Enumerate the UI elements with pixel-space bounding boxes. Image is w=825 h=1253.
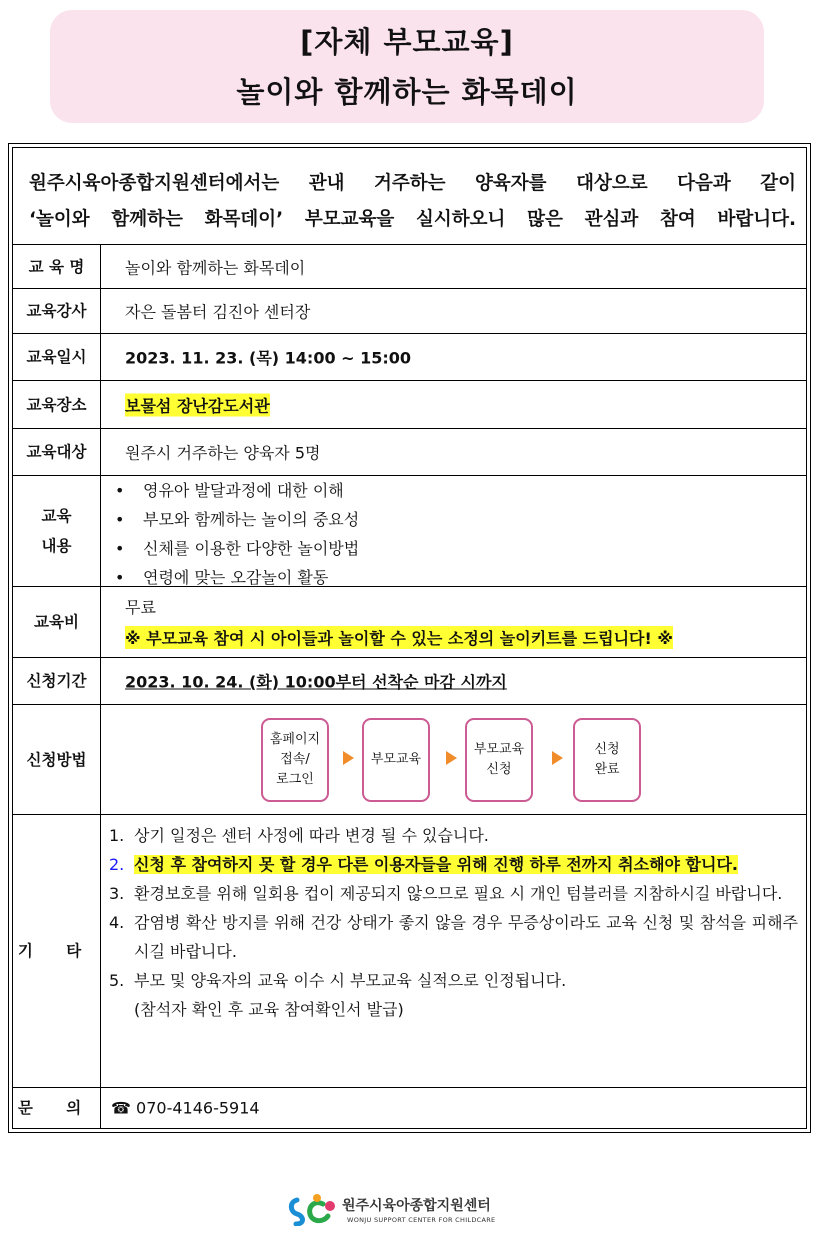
label-content-line1: 교육: [41, 507, 72, 525]
row-method: [13, 705, 806, 815]
value-date: 2023. 11. 23. (목) 14:00 ~ 15:00: [125, 348, 412, 368]
arrow-right-icon: [446, 751, 457, 765]
step-parent-education: [362, 718, 430, 802]
list-item: [115, 534, 359, 563]
row-content: [13, 476, 806, 587]
row-target: [13, 429, 806, 476]
row-date: [13, 334, 806, 381]
row-etc: [13, 815, 806, 1088]
intro-line2: ‘놀이와 함께하는 화목데이’ 부모교육을 실시하오니 많은 관심과 참여 바랍니다.: [29, 209, 796, 230]
row-contact: [13, 1088, 806, 1128]
arrow-right-icon: [552, 751, 563, 765]
step-1-line1: 홈페이지: [269, 732, 321, 747]
label-education-name: 교 육 명: [13, 245, 101, 288]
label-method: 신청방법: [13, 705, 101, 814]
value-lecturer: 자은 돌봄터 김진아 센터장: [125, 302, 311, 322]
contact-value: [111, 1099, 260, 1118]
banner-title-line2: 놀이와 함께하는 화목데이: [236, 75, 578, 109]
content-item-4: 연령에 맞는 오감놀이 활동: [143, 568, 329, 587]
label-fee: 교육비: [13, 587, 101, 657]
content-item-1: 영유아 발달과정에 대한 이해: [143, 481, 344, 500]
etc-item-4: 감염병 확산 방지를 위해 건강 상태가 좋지 않을 경우 무증상이라도 교육 신청 및 참석을 피해주시길 바랍니다.: [134, 913, 798, 961]
info-table-frame: [8, 143, 811, 1133]
fee-note: ※ 부모교육 참여 시 아이들과 놀이할 수 있는 소정의 놀이키트를 드립니다! ※: [125, 626, 673, 649]
content-item-3: 신체를 이용한 다양한 놀이방법: [143, 539, 360, 558]
value-period: 2023. 10. 24. (화) 10:00부터 선착순 마감 시까지: [125, 672, 507, 692]
etc-item-2: 신청 후 참여하지 못 할 경우 다른 이용자들을 위해 진행 하루 전까지 취소해야 합니다.: [134, 855, 738, 874]
label-etc-text: 기 타: [17, 942, 96, 960]
etc-list: [109, 821, 798, 1024]
banner-title-line1: [자체 부모교육]: [300, 25, 514, 59]
step-4-line2: 완료: [594, 762, 620, 777]
etc-number: 5.: [109, 971, 125, 990]
label-contact: [13, 1088, 101, 1128]
label-place: 교육장소: [13, 381, 101, 428]
etc-number: 3.: [109, 884, 125, 903]
label-date: 교육일시: [13, 334, 101, 380]
value-fee: 무료: [125, 598, 156, 617]
step-complete: [573, 718, 641, 802]
intro-text: [13, 148, 806, 245]
label-lecturer: 교육강사: [13, 289, 101, 333]
etc-subnote: (참석자 확인 후 교육 참여확인서 발급): [134, 1000, 404, 1019]
etc-item-5: 부모 및 양육자의 교육 이수 시 부모교육 실적으로 인정됩니다.: [134, 971, 567, 990]
list-item: [115, 505, 359, 534]
etc-number: 1.: [109, 826, 125, 845]
bullet-icon: •: [115, 539, 125, 558]
etc-number: 2.: [109, 855, 125, 874]
step-apply: [465, 718, 533, 802]
row-period: [13, 658, 806, 705]
label-period: 신청기간: [13, 658, 101, 704]
row-lecturer: [13, 289, 806, 334]
bullet-icon: •: [115, 510, 125, 529]
step-homepage-login: [261, 718, 329, 802]
list-item: [109, 821, 798, 850]
bullet-icon: •: [115, 481, 125, 500]
step-1-line3: 로그인: [276, 772, 314, 787]
label-content-line2: 내용: [41, 537, 72, 555]
list-item: [109, 908, 798, 966]
value-education-name: 놀이와 함께하는 화목데이: [125, 258, 306, 277]
footer-logo: [287, 1192, 527, 1228]
row-education-name: [13, 245, 806, 289]
arrow-right-icon: [343, 751, 354, 765]
footer-center-english: WONJU SUPPORT CENTER FOR CHILDCARE: [347, 1216, 496, 1224]
etc-number: 4.: [109, 913, 125, 932]
row-fee: [13, 587, 806, 658]
value-target: 원주시 거주하는 양육자 5명: [125, 443, 321, 463]
etc-item-1: 상기 일정은 센터 사정에 따라 변경 될 수 있습니다.: [134, 826, 489, 845]
step-3-line1: 부모교육: [473, 742, 525, 757]
intro-line1: 원주시육아종합지원센터에서는 관내 거주하는 양육자를 대상으로 다음과 같이: [29, 173, 796, 194]
label-target: 교육대상: [13, 429, 101, 475]
etc-item-3: 환경보호를 위해 일회용 컵이 제공되지 않으므로 필요 시 개인 텀블러를 지참하시길 바랍니다.: [134, 884, 783, 903]
label-content: [13, 476, 101, 586]
step-2-line1: 부모교육: [370, 752, 422, 767]
center-logo-icon: [287, 1192, 337, 1226]
list-item: [109, 879, 798, 908]
phone-icon: ☎: [111, 1098, 131, 1118]
label-etc: [13, 815, 101, 1087]
list-item: [109, 966, 798, 995]
bullet-icon: •: [115, 568, 125, 587]
step-1-line2: 접속/: [280, 752, 310, 767]
content-item-2: 부모와 함께하는 놀이의 중요성: [143, 510, 360, 529]
label-contact-text: 문 의: [17, 1099, 96, 1117]
value-place: 보물섬 장난감도서관: [125, 393, 270, 416]
content-list: [115, 476, 359, 592]
list-item: [109, 850, 798, 879]
phone-number: 070-4146-5914: [136, 1098, 260, 1118]
step-4-line1: 신청: [594, 742, 620, 757]
title-banner: [50, 10, 764, 123]
step-3-line2: 신청: [486, 762, 512, 777]
list-item: [115, 476, 359, 505]
info-table: [12, 147, 807, 1129]
row-place: [13, 381, 806, 429]
footer-center-name: 원주시육아종합지원센터: [342, 1198, 491, 1214]
